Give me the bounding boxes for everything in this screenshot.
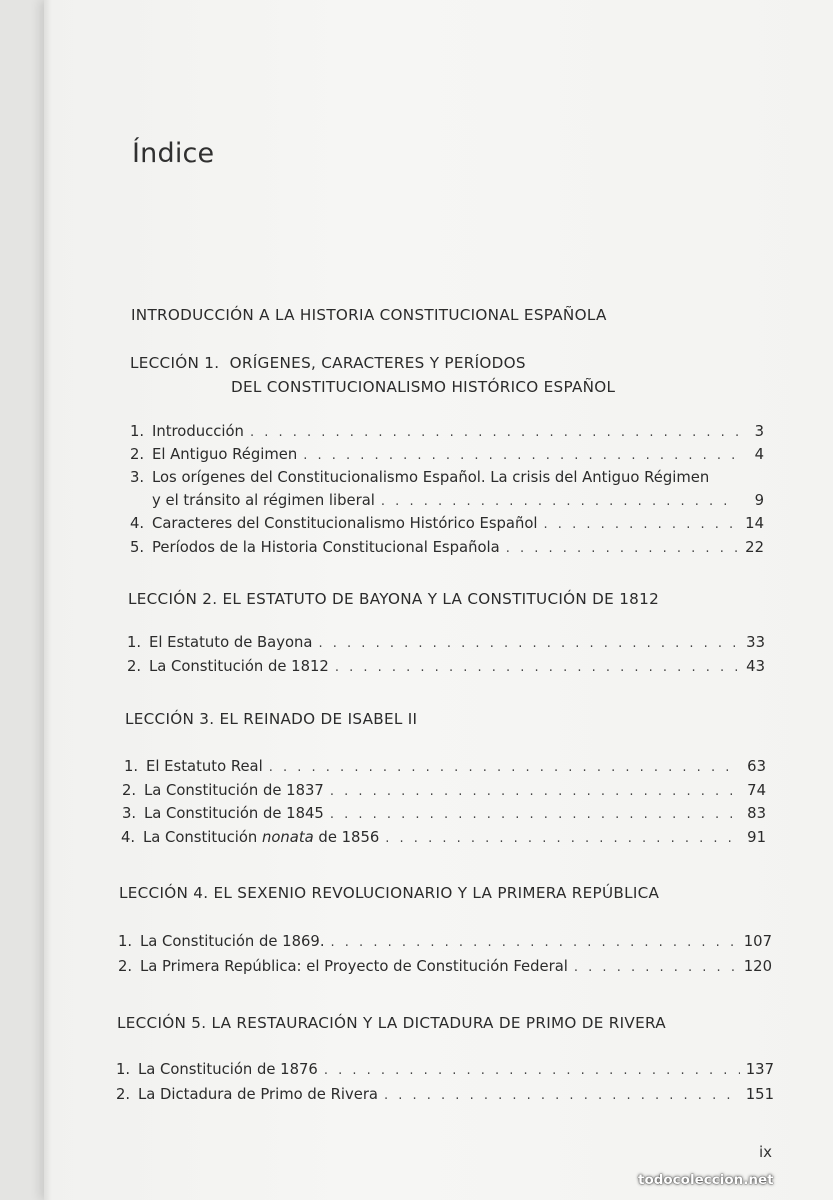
lesson5-heading: LECCIÓN 5. LA RESTAURACIÓN Y LA DICTADURA DE PRIMO DE RIVERA <box>117 1014 666 1032</box>
toc-entry <box>130 515 764 532</box>
lesson1-title-line2: DEL CONSTITUCIONALISMO HISTÓRICO ESPAÑOL <box>231 378 616 396</box>
entry-number: 2. <box>116 1086 131 1103</box>
intro-heading: INTRODUCCIÓN A LA HISTORIA CONSTITUCIONAL ESPAÑOLA <box>131 306 607 324</box>
entry-text: La Constitución de 1837 <box>144 782 324 799</box>
entry-text: El Estatuto de Bayona <box>149 634 313 651</box>
dot-leader <box>324 1063 740 1078</box>
dot-leader <box>269 760 740 775</box>
toc-entry <box>130 446 764 463</box>
toc-entry <box>127 634 765 651</box>
dot-leader <box>384 1088 740 1103</box>
dot-leader <box>544 517 738 532</box>
dot-leader <box>574 960 738 975</box>
page-title: Índice <box>132 138 215 169</box>
lesson1-title-line1: ORÍGENES, CARACTERES Y PERÍODOS <box>229 354 526 372</box>
toc-entry <box>130 423 764 440</box>
entry-text-post: de 1856 <box>313 829 380 846</box>
lesson2-heading: LECCIÓN 2. EL ESTATUTO DE BAYONA Y LA CONSTITUCIÓN DE 1812 <box>128 590 660 608</box>
toc-entry <box>116 1061 774 1078</box>
entry-text: La Constitución de 1812 <box>149 658 329 675</box>
entry-page: 63 <box>747 758 766 775</box>
toc-entry <box>130 539 764 556</box>
entry-text: La Constitución de 1845 <box>144 805 324 822</box>
entry-page: 107 <box>743 933 772 950</box>
entry-page: 137 <box>745 1061 774 1078</box>
entry-number: 3. <box>130 469 145 486</box>
entry-number: 2. <box>127 658 142 675</box>
toc-entry <box>152 492 764 509</box>
entry-number: 1. <box>116 1061 131 1078</box>
entry-text: El Estatuto Real <box>146 758 263 775</box>
toc-entry <box>118 933 772 950</box>
entry-text: Introducción <box>152 423 244 440</box>
entry-text: La Primera República: el Proyecto de Constitución Federal <box>140 958 568 975</box>
lesson1-label: LECCIÓN 1. <box>130 354 220 372</box>
lesson4-heading: LECCIÓN 4. EL SEXENIO REVOLUCIONARIO Y LA PRIMERA REPÚBLICA <box>119 884 660 902</box>
entry-page: 9 <box>754 492 764 509</box>
entry-text-continued: y el tránsito al régimen liberal <box>152 492 375 509</box>
watermark: todocoleccion.net <box>638 1172 774 1188</box>
entry-text: La Constitución de 1869. <box>140 933 325 950</box>
entry-number: 1. <box>130 423 145 440</box>
entry-text-pre: La Constitución <box>143 829 262 846</box>
entry-page: 33 <box>746 634 765 651</box>
toc-entry <box>127 658 765 675</box>
dot-leader <box>319 636 739 651</box>
toc-entry <box>116 1086 774 1103</box>
entry-number: 1. <box>127 634 142 651</box>
entry-page: 151 <box>745 1086 774 1103</box>
dot-leader <box>331 935 738 950</box>
toc-entry <box>124 758 766 775</box>
entry-text-italic: nonata <box>261 829 314 846</box>
entry-number: 4. <box>130 515 145 532</box>
dot-leader <box>385 831 740 846</box>
dot-leader <box>330 784 740 799</box>
entry-page: 74 <box>747 782 766 799</box>
entry-text: El Antiguo Régimen <box>152 446 298 463</box>
toc-entry <box>118 958 772 975</box>
dot-leader <box>250 425 738 440</box>
toc-entry-line1 <box>130 469 709 486</box>
entry-page: 3 <box>754 423 764 440</box>
entry-number: 1. <box>118 933 133 950</box>
toc-entry <box>121 829 766 846</box>
toc-entry <box>122 805 766 822</box>
dot-leader <box>381 494 738 509</box>
entry-text: La Constitución de 1876 <box>138 1061 318 1078</box>
entry-number: 4. <box>121 829 136 846</box>
dot-leader <box>335 660 739 675</box>
entry-text: Los orígenes del Constitucionalismo Español. La crisis del Antiguo Régimen <box>152 469 710 486</box>
entry-number: 2. <box>130 446 145 463</box>
lesson3-heading: LECCIÓN 3. EL REINADO DE ISABEL II <box>125 710 418 728</box>
entry-text: Caracteres del Constitucionalismo Histórico Español <box>152 515 538 532</box>
dot-leader <box>330 807 740 822</box>
dot-leader <box>303 448 738 463</box>
entry-page: 91 <box>747 829 766 846</box>
entry-page: 43 <box>746 658 765 675</box>
entry-page: 14 <box>745 515 764 532</box>
entry-page: 120 <box>743 958 772 975</box>
page-edge-shadow <box>44 0 52 1200</box>
lesson1-heading <box>130 354 833 372</box>
toc-entry <box>122 782 766 799</box>
entry-text <box>143 829 379 846</box>
entry-number: 2. <box>118 958 133 975</box>
page-number: ix <box>759 1143 773 1161</box>
entry-number: 2. <box>122 782 137 799</box>
entry-text: Períodos de la Historia Constitucional Española <box>152 539 500 556</box>
entry-page: 83 <box>747 805 766 822</box>
entry-text: La Dictadura de Primo de Rivera <box>138 1086 378 1103</box>
dot-leader <box>506 541 738 556</box>
entry-page: 22 <box>745 539 764 556</box>
entry-number: 5. <box>130 539 145 556</box>
entry-number: 3. <box>122 805 137 822</box>
entry-page: 4 <box>754 446 764 463</box>
entry-number: 1. <box>124 758 139 775</box>
